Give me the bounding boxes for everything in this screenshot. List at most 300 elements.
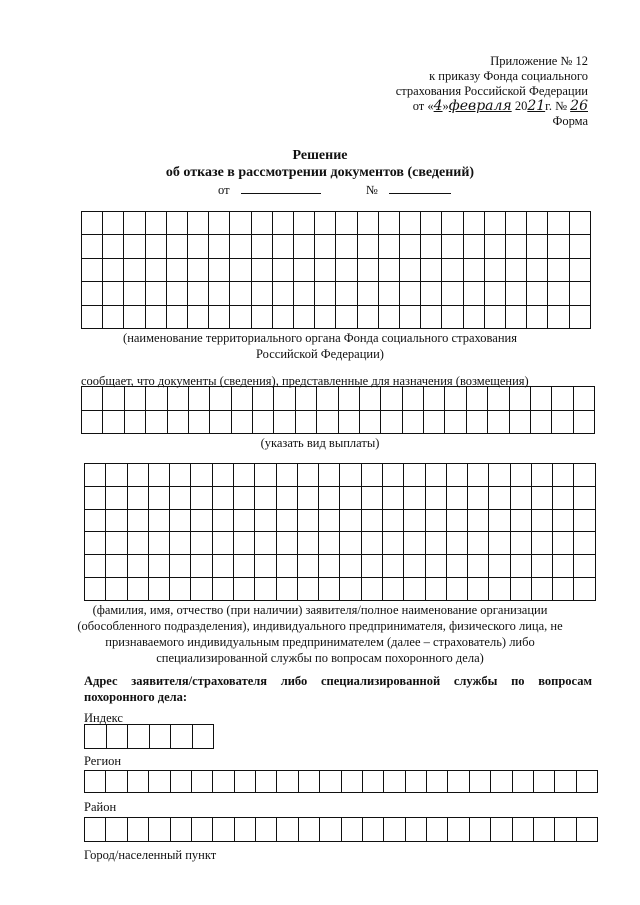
grid-cell[interactable] (569, 235, 590, 258)
grid-cell[interactable] (533, 771, 554, 793)
grid-cell[interactable] (402, 410, 423, 434)
grid-cell[interactable] (103, 282, 124, 305)
grid-cell[interactable] (319, 464, 340, 487)
grid-cell[interactable] (315, 258, 336, 281)
grid-cell[interactable] (230, 235, 251, 258)
grid-cell[interactable] (425, 486, 446, 509)
grid-cell[interactable] (188, 305, 209, 328)
grid-cell[interactable] (448, 818, 469, 842)
grid-cell[interactable] (191, 818, 212, 842)
grid-cell[interactable] (148, 509, 169, 532)
grid-cell[interactable] (463, 305, 484, 328)
grid-cell[interactable] (251, 305, 272, 328)
grid-cell[interactable] (488, 410, 509, 434)
grid-cell[interactable] (148, 464, 169, 487)
grid-cell[interactable] (340, 509, 361, 532)
grid-cell[interactable] (255, 486, 276, 509)
grid-cell[interactable] (468, 509, 489, 532)
grid-cell[interactable] (103, 410, 124, 434)
grid-cell[interactable] (340, 578, 361, 601)
grid-cell[interactable] (484, 258, 505, 281)
grid-cell[interactable] (548, 258, 569, 281)
grid-cell[interactable] (274, 410, 295, 434)
grid-cell[interactable] (148, 532, 169, 555)
grid-cell[interactable] (400, 258, 421, 281)
grid-cell[interactable] (297, 555, 318, 578)
grid-cell[interactable] (315, 212, 336, 235)
grid-cell[interactable] (272, 258, 293, 281)
grid-cell[interactable] (128, 725, 150, 749)
grid-cell[interactable] (489, 509, 510, 532)
grid-cell[interactable] (446, 555, 467, 578)
grid-cell[interactable] (569, 212, 590, 235)
grid-cell[interactable] (272, 235, 293, 258)
grid-cell[interactable] (191, 532, 212, 555)
grid-cell[interactable] (319, 578, 340, 601)
grid-cell[interactable] (106, 486, 127, 509)
grid-cell[interactable] (255, 532, 276, 555)
payment-type-grid[interactable] (81, 386, 595, 434)
grid-cell[interactable] (294, 258, 315, 281)
grid-cell[interactable] (82, 212, 103, 235)
grid-cell[interactable] (336, 282, 357, 305)
grid-cell[interactable] (315, 282, 336, 305)
grid-cell[interactable] (103, 212, 124, 235)
grid-cell[interactable] (421, 212, 442, 235)
grid-cell[interactable] (82, 235, 103, 258)
grid-cell[interactable] (553, 486, 574, 509)
grid-cell[interactable] (170, 509, 191, 532)
grid-cell[interactable] (320, 771, 341, 793)
grid-cell[interactable] (576, 818, 597, 842)
grid-cell[interactable] (212, 509, 233, 532)
grid-cell[interactable] (276, 532, 297, 555)
grid-cell[interactable] (145, 258, 166, 281)
grid-cell[interactable] (510, 578, 531, 601)
grid-cell[interactable] (506, 282, 527, 305)
grid-cell[interactable] (361, 555, 382, 578)
grid-cell[interactable] (298, 771, 319, 793)
grid-cell[interactable] (166, 282, 187, 305)
grid-cell[interactable] (341, 771, 362, 793)
grid-cell[interactable] (573, 387, 594, 411)
grid-cell[interactable] (530, 387, 551, 411)
grid-cell[interactable] (127, 578, 148, 601)
grid-cell[interactable] (272, 212, 293, 235)
grid-cell[interactable] (421, 258, 442, 281)
grid-cell[interactable] (576, 771, 597, 793)
grid-cell[interactable] (424, 387, 445, 411)
grid-cell[interactable] (106, 818, 127, 842)
grid-cell[interactable] (230, 258, 251, 281)
grid-cell[interactable] (468, 532, 489, 555)
grid-cell[interactable] (233, 578, 254, 601)
grid-cell[interactable] (297, 578, 318, 601)
grid-cell[interactable] (548, 235, 569, 258)
grid-cell[interactable] (512, 771, 533, 793)
grid-cell[interactable] (170, 818, 191, 842)
grid-cell[interactable] (574, 486, 596, 509)
grid-cell[interactable] (253, 387, 274, 411)
grid-cell[interactable] (404, 509, 425, 532)
grid-cell[interactable] (233, 555, 254, 578)
grid-cell[interactable] (378, 282, 399, 305)
grid-cell[interactable] (469, 818, 490, 842)
grid-cell[interactable] (82, 305, 103, 328)
grid-cell[interactable] (294, 235, 315, 258)
grid-cell[interactable] (574, 509, 596, 532)
grid-cell[interactable] (357, 305, 378, 328)
grid-cell[interactable] (555, 771, 576, 793)
grid-cell[interactable] (85, 578, 106, 601)
grid-cell[interactable] (82, 282, 103, 305)
grid-cell[interactable] (442, 282, 463, 305)
grid-cell[interactable] (253, 410, 274, 434)
grid-cell[interactable] (510, 555, 531, 578)
grid-cell[interactable] (213, 771, 234, 793)
grid-cell[interactable] (212, 532, 233, 555)
grid-cell[interactable] (233, 509, 254, 532)
grid-cell[interactable] (274, 387, 295, 411)
grid-cell[interactable] (297, 532, 318, 555)
grid-cell[interactable] (340, 555, 361, 578)
grid-cell[interactable] (382, 509, 403, 532)
grid-cell[interactable] (188, 410, 209, 434)
grid-cell[interactable] (191, 578, 212, 601)
grid-cell[interactable] (170, 578, 191, 601)
grid-cell[interactable] (233, 486, 254, 509)
grid-cell[interactable] (233, 464, 254, 487)
grid-cell[interactable] (82, 410, 103, 434)
grid-cell[interactable] (166, 305, 187, 328)
grid-cell[interactable] (466, 387, 487, 411)
grid-cell[interactable] (533, 818, 554, 842)
grid-cell[interactable] (527, 305, 548, 328)
grid-cell[interactable] (166, 258, 187, 281)
grid-cell[interactable] (463, 258, 484, 281)
index-grid[interactable] (84, 724, 214, 749)
grid-cell[interactable] (170, 464, 191, 487)
grid-cell[interactable] (106, 725, 128, 749)
grid-cell[interactable] (209, 258, 230, 281)
grid-cell[interactable] (553, 464, 574, 487)
grid-cell[interactable] (338, 387, 359, 411)
grid-cell[interactable] (256, 771, 277, 793)
grid-cell[interactable] (295, 387, 316, 411)
grid-cell[interactable] (489, 532, 510, 555)
grid-cell[interactable] (553, 555, 574, 578)
grid-cell[interactable] (510, 464, 531, 487)
grid-cell[interactable] (489, 464, 510, 487)
grid-cell[interactable] (405, 818, 426, 842)
grid-cell[interactable] (357, 258, 378, 281)
grid-cell[interactable] (446, 464, 467, 487)
grid-cell[interactable] (167, 410, 188, 434)
grid-cell[interactable] (548, 212, 569, 235)
grid-cell[interactable] (404, 486, 425, 509)
grid-cell[interactable] (294, 212, 315, 235)
grid-cell[interactable] (251, 282, 272, 305)
grid-cell[interactable] (251, 235, 272, 258)
grid-cell[interactable] (553, 509, 574, 532)
grid-cell[interactable] (315, 235, 336, 258)
grid-cell[interactable] (484, 212, 505, 235)
grid-cell[interactable] (442, 235, 463, 258)
grid-cell[interactable] (317, 387, 338, 411)
grid-cell[interactable] (531, 464, 552, 487)
grid-cell[interactable] (382, 578, 403, 601)
grid-cell[interactable] (489, 486, 510, 509)
grid-cell[interactable] (400, 305, 421, 328)
grid-cell[interactable] (446, 486, 467, 509)
grid-cell[interactable] (127, 555, 148, 578)
grid-cell[interactable] (442, 305, 463, 328)
grid-cell[interactable] (527, 282, 548, 305)
grid-cell[interactable] (362, 818, 383, 842)
grid-cell[interactable] (531, 509, 552, 532)
grid-cell[interactable] (277, 771, 298, 793)
grid-cell[interactable] (552, 387, 573, 411)
grid-cell[interactable] (127, 532, 148, 555)
grid-cell[interactable] (569, 282, 590, 305)
grid-cell[interactable] (405, 771, 426, 793)
grid-cell[interactable] (421, 235, 442, 258)
grid-cell[interactable] (166, 212, 187, 235)
grid-cell[interactable] (230, 212, 251, 235)
grid-cell[interactable] (378, 305, 399, 328)
grid-cell[interactable] (103, 305, 124, 328)
grid-cell[interactable] (315, 305, 336, 328)
grid-cell[interactable] (446, 532, 467, 555)
grid-cell[interactable] (552, 410, 573, 434)
grid-cell[interactable] (231, 410, 252, 434)
grid-cell[interactable] (210, 410, 231, 434)
grid-cell[interactable] (341, 818, 362, 842)
grid-cell[interactable] (382, 555, 403, 578)
grid-cell[interactable] (319, 555, 340, 578)
grid-cell[interactable] (569, 258, 590, 281)
grid-cell[interactable] (188, 235, 209, 258)
grid-cell[interactable] (531, 486, 552, 509)
grid-cell[interactable] (446, 509, 467, 532)
grid-cell[interactable] (425, 555, 446, 578)
org-name-grid[interactable] (81, 211, 591, 329)
grid-cell[interactable] (124, 258, 145, 281)
grid-cell[interactable] (212, 464, 233, 487)
grid-cell[interactable] (319, 486, 340, 509)
grid-cell[interactable] (277, 818, 298, 842)
grid-cell[interactable] (425, 578, 446, 601)
grid-cell[interactable] (359, 410, 380, 434)
grid-cell[interactable] (234, 771, 255, 793)
grid-cell[interactable] (574, 555, 596, 578)
grid-cell[interactable] (149, 818, 170, 842)
grid-cell[interactable] (297, 464, 318, 487)
grid-cell[interactable] (124, 235, 145, 258)
grid-cell[interactable] (359, 387, 380, 411)
grid-cell[interactable] (400, 282, 421, 305)
grid-cell[interactable] (297, 486, 318, 509)
grid-cell[interactable] (340, 464, 361, 487)
grid-cell[interactable] (340, 486, 361, 509)
grid-cell[interactable] (574, 578, 596, 601)
grid-cell[interactable] (361, 464, 382, 487)
grid-cell[interactable] (531, 532, 552, 555)
grid-cell[interactable] (167, 387, 188, 411)
grid-cell[interactable] (427, 818, 448, 842)
grid-cell[interactable] (506, 305, 527, 328)
grid-cell[interactable] (404, 555, 425, 578)
grid-cell[interactable] (146, 387, 167, 411)
grid-cell[interactable] (512, 818, 533, 842)
grid-cell[interactable] (506, 258, 527, 281)
grid-cell[interactable] (209, 305, 230, 328)
grid-cell[interactable] (442, 212, 463, 235)
grid-cell[interactable] (384, 818, 405, 842)
grid-cell[interactable] (510, 486, 531, 509)
grid-cell[interactable] (210, 387, 231, 411)
grid-cell[interactable] (82, 387, 103, 411)
grid-cell[interactable] (212, 555, 233, 578)
grid-cell[interactable] (170, 486, 191, 509)
grid-cell[interactable] (212, 578, 233, 601)
grid-cell[interactable] (421, 305, 442, 328)
grid-cell[interactable] (361, 486, 382, 509)
grid-cell[interactable] (251, 258, 272, 281)
grid-cell[interactable] (149, 725, 171, 749)
grid-cell[interactable] (298, 818, 319, 842)
grid-cell[interactable] (294, 282, 315, 305)
grid-cell[interactable] (378, 212, 399, 235)
grid-cell[interactable] (424, 410, 445, 434)
grid-cell[interactable] (255, 578, 276, 601)
applicant-name-grid[interactable] (84, 463, 596, 601)
grid-cell[interactable] (361, 578, 382, 601)
grid-cell[interactable] (255, 509, 276, 532)
grid-cell[interactable] (463, 282, 484, 305)
grid-cell[interactable] (127, 486, 148, 509)
grid-cell[interactable] (488, 387, 509, 411)
grid-cell[interactable] (468, 555, 489, 578)
grid-cell[interactable] (85, 509, 106, 532)
grid-cell[interactable] (484, 282, 505, 305)
grid-cell[interactable] (404, 532, 425, 555)
grid-cell[interactable] (127, 818, 148, 842)
grid-cell[interactable] (191, 555, 212, 578)
grid-cell[interactable] (506, 235, 527, 258)
grid-cell[interactable] (85, 486, 106, 509)
grid-cell[interactable] (466, 410, 487, 434)
grid-cell[interactable] (255, 555, 276, 578)
grid-cell[interactable] (361, 509, 382, 532)
grid-cell[interactable] (209, 282, 230, 305)
grid-cell[interactable] (276, 486, 297, 509)
grid-cell[interactable] (527, 258, 548, 281)
grid-cell[interactable] (85, 532, 106, 555)
grid-cell[interactable] (378, 235, 399, 258)
grid-cell[interactable] (382, 486, 403, 509)
grid-cell[interactable] (85, 464, 106, 487)
grid-cell[interactable] (317, 410, 338, 434)
grid-cell[interactable] (85, 771, 106, 793)
grid-cell[interactable] (234, 818, 255, 842)
grid-cell[interactable] (170, 532, 191, 555)
grid-cell[interactable] (145, 305, 166, 328)
decision-date-field[interactable] (241, 193, 321, 194)
grid-cell[interactable] (191, 486, 212, 509)
grid-cell[interactable] (484, 305, 505, 328)
grid-cell[interactable] (106, 464, 127, 487)
grid-cell[interactable] (209, 212, 230, 235)
grid-cell[interactable] (421, 282, 442, 305)
grid-cell[interactable] (85, 555, 106, 578)
grid-cell[interactable] (319, 509, 340, 532)
grid-cell[interactable] (106, 578, 127, 601)
grid-cell[interactable] (124, 282, 145, 305)
grid-cell[interactable] (124, 387, 145, 411)
grid-cell[interactable] (103, 235, 124, 258)
grid-cell[interactable] (191, 464, 212, 487)
grid-cell[interactable] (319, 532, 340, 555)
grid-cell[interactable] (127, 509, 148, 532)
grid-cell[interactable] (85, 818, 106, 842)
grid-cell[interactable] (188, 258, 209, 281)
grid-cell[interactable] (506, 212, 527, 235)
grid-cell[interactable] (272, 305, 293, 328)
grid-cell[interactable] (574, 532, 596, 555)
grid-cell[interactable] (530, 410, 551, 434)
grid-cell[interactable] (233, 532, 254, 555)
grid-cell[interactable] (381, 410, 402, 434)
grid-cell[interactable] (106, 555, 127, 578)
grid-cell[interactable] (336, 212, 357, 235)
grid-cell[interactable] (509, 410, 530, 434)
grid-cell[interactable] (276, 555, 297, 578)
grid-cell[interactable] (404, 464, 425, 487)
grid-cell[interactable] (510, 532, 531, 555)
grid-cell[interactable] (171, 725, 193, 749)
grid-cell[interactable] (548, 282, 569, 305)
grid-cell[interactable] (489, 578, 510, 601)
grid-cell[interactable] (148, 555, 169, 578)
region-grid[interactable] (84, 770, 598, 793)
grid-cell[interactable] (527, 212, 548, 235)
grid-cell[interactable] (402, 387, 423, 411)
grid-cell[interactable] (272, 282, 293, 305)
grid-cell[interactable] (297, 509, 318, 532)
grid-cell[interactable] (553, 532, 574, 555)
grid-cell[interactable] (230, 305, 251, 328)
grid-cell[interactable] (404, 578, 425, 601)
grid-cell[interactable] (382, 532, 403, 555)
grid-cell[interactable] (527, 235, 548, 258)
grid-cell[interactable] (340, 532, 361, 555)
grid-cell[interactable] (489, 555, 510, 578)
grid-cell[interactable] (106, 532, 127, 555)
grid-cell[interactable] (149, 771, 170, 793)
grid-cell[interactable] (357, 282, 378, 305)
district-grid[interactable] (84, 817, 598, 842)
grid-cell[interactable] (124, 305, 145, 328)
grid-cell[interactable] (85, 725, 107, 749)
grid-cell[interactable] (357, 212, 378, 235)
grid-cell[interactable] (336, 305, 357, 328)
grid-cell[interactable] (231, 387, 252, 411)
grid-cell[interactable] (251, 212, 272, 235)
grid-cell[interactable] (463, 235, 484, 258)
grid-cell[interactable] (548, 305, 569, 328)
grid-cell[interactable] (255, 464, 276, 487)
